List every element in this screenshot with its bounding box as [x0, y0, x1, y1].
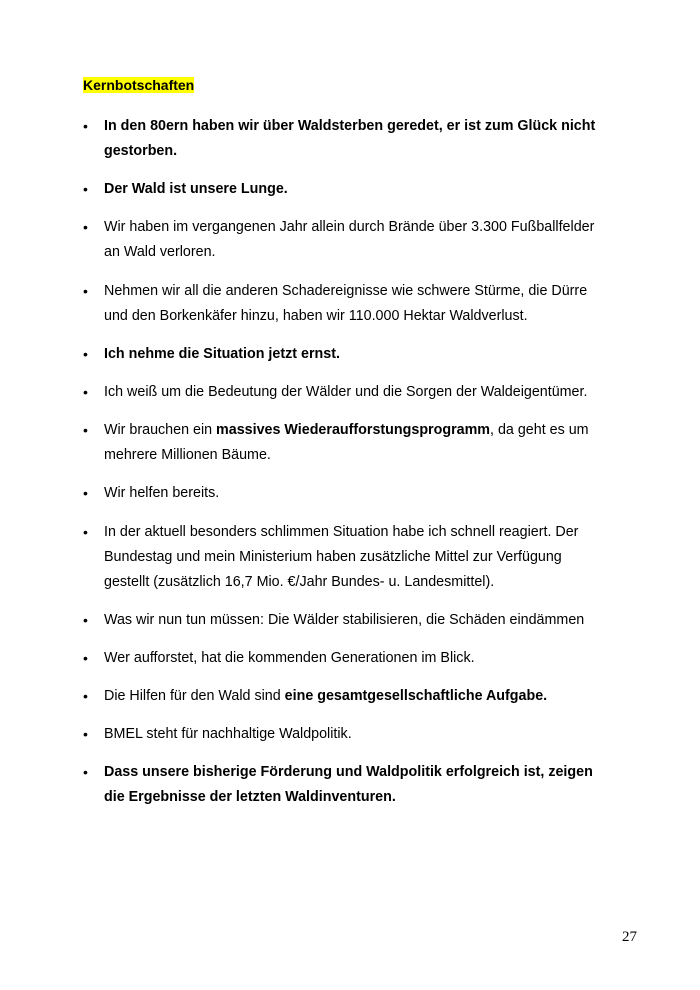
list-item-text-bold: eine gesamtgesellschaftliche Aufgabe.: [284, 688, 548, 705]
section-heading: [83, 77, 194, 94]
list-item-text-bold: Der Wald ist unsere Lunge.: [104, 181, 288, 198]
list-item-text-bold: Dass unsere bisherige Förderung und Waldpolitik erfolgreich ist, zeigen die Ergebnisse der letzten Waldinventuren.: [104, 764, 593, 806]
list-item-text: , da geht es um mehrere Millionen Bäume.: [104, 422, 589, 464]
bullet-icon: •: [83, 383, 88, 400]
bullet-icon: •: [83, 726, 88, 743]
bullet-icon: •: [83, 611, 88, 628]
list-item-text: Nehmen wir all die anderen Schadereignisse wie schwere Stürme, die Dürre und den Borkenkäfer hinzu, haben wir 110.000 Hektar Waldverlust.: [104, 282, 588, 324]
list-item: [83, 722, 603, 747]
bullet-icon: •: [83, 282, 88, 299]
list-item: [83, 646, 603, 671]
bullet-icon: •: [83, 523, 88, 540]
list-item: [83, 481, 603, 506]
list-item: [83, 520, 603, 595]
bullet-icon: •: [83, 688, 88, 705]
bullet-icon: •: [83, 764, 88, 781]
list-item-text-bold: massives Wiederaufforstungsprogramm: [216, 422, 491, 439]
list-item-text: In der aktuell besonders schlimmen Situation habe ich schnell reagiert. Der Bundestag und mein Ministerium haben zusätzliche Mittel zur Verfügung gestellt (zusätzlich 16,7 Mio. €/Jahr Bundes- u. Landesmittel).: [104, 523, 579, 590]
list-item-text-bold: In den 80ern haben wir über Waldsterben geredet, er ist zum Glück nicht gestorben.: [104, 118, 596, 159]
bullet-icon: •: [83, 485, 88, 502]
list-item: [83, 114, 603, 164]
list-item: [83, 418, 603, 468]
list-item: [83, 380, 603, 405]
bullet-icon: •: [83, 649, 88, 666]
list-item-text: Wir haben im vergangenen Jahr allein durch Brände über 3.300 Fußballfelder an Wald verloren.: [104, 219, 595, 261]
list-item-text: Wer aufforstet, hat die kommenden Generationen im Blick.: [104, 649, 475, 666]
list-item: [83, 608, 603, 633]
list-item-text: Wir helfen bereits.: [104, 485, 220, 502]
list-item: [83, 279, 603, 329]
key-messages-list: [83, 114, 603, 824]
section-heading-text: Kernbotschaften: [83, 77, 195, 93]
bullet-icon: •: [83, 219, 88, 236]
page-number: 27: [622, 929, 637, 945]
list-item-text: Die Hilfen für den Wald sind: [104, 688, 285, 705]
bullet-icon: •: [83, 118, 88, 134]
bullet-icon: •: [83, 345, 88, 362]
list-item: [83, 684, 603, 709]
bullet-icon: •: [83, 181, 88, 198]
list-item-text: Ich weiß um die Bedeutung der Wälder und die Sorgen der Waldeigentümer.: [104, 383, 588, 400]
list-item: [83, 177, 603, 202]
bullet-icon: •: [83, 422, 88, 439]
list-item-text-bold: Ich nehme die Situation jetzt ernst.: [104, 345, 340, 362]
list-item: [83, 342, 603, 367]
list-item: [83, 760, 603, 810]
list-item-text: BMEL steht für nachhaltige Waldpolitik.: [104, 726, 352, 743]
list-item: [83, 215, 603, 265]
list-item-text: Was wir nun tun müssen: Die Wälder stabilisieren, die Schäden eindämmen: [104, 611, 585, 628]
list-item-text: Wir brauchen ein: [104, 422, 217, 439]
